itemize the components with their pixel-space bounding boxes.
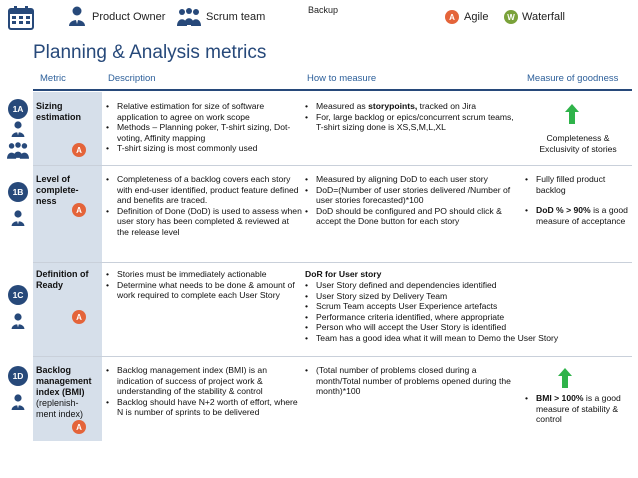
list-item: • Backlog should have N+2 worth of effort, where N is number of sprints to be delivered: [106, 397, 302, 418]
legend-scrum-team: Scrum team: [206, 11, 266, 23]
how-emphasis: storypoints,: [368, 101, 418, 111]
header-metric: Metric: [40, 73, 66, 84]
goodness-rest: is a good measure of stability & control: [536, 393, 621, 425]
list-item: • Methods – Planning poker, T-shirt sizing, Dot-voting, Affinity mapping: [106, 122, 302, 143]
legend-product-owner: Product Owner: [92, 11, 166, 23]
list-item: • Fully filled product backlog: [525, 174, 633, 195]
list-item: • Measured by aligning DoD to each user story: [305, 174, 523, 185]
row-divider: [33, 356, 632, 357]
metric-name: Backlog management index (BMI): [36, 365, 92, 397]
list-item: • For, large backlog or epics/concurrent scrum teams, T-shirt sizing done is XS,S,M,L,XL: [305, 112, 523, 133]
how-prefix: Measured as: [316, 101, 369, 111]
metric-name: Definition of Ready: [36, 269, 89, 290]
description-list: [106, 269, 302, 301]
list-item: • DoD should be configured and PO should click & accept the Done button for each story: [305, 206, 523, 227]
product-owner-icon: [10, 313, 26, 329]
legend-agile: Agile: [464, 11, 489, 23]
list-item: • User Story sized by Delivery Team: [305, 291, 630, 302]
calendar-icon: [8, 6, 34, 30]
header-description: Description: [108, 73, 156, 84]
waterfall-badge: W: [504, 10, 518, 24]
header-divider: [33, 89, 632, 91]
agile-badge: A: [72, 420, 86, 434]
metric-subtitle: (replenish-ment index): [36, 398, 84, 419]
product-owner-icon: [68, 6, 86, 26]
agile-badge: A: [72, 143, 86, 157]
goodness-emphasis: BMI > 100%: [536, 393, 584, 403]
list-item: • Person who will accept the User Story is identified: [305, 322, 630, 333]
scrum-team-icon: [7, 142, 29, 159]
how-to-measure-list: [305, 365, 515, 397]
description-list: [106, 101, 302, 154]
list-item: • Determine what needs to be done & amount of work required to complete each User Story: [106, 280, 302, 301]
header-how-to-measure: How to measure: [307, 73, 377, 84]
agile-badge: A: [72, 203, 86, 217]
description-list: [106, 365, 302, 418]
goodness-text: Completeness & Exclusivity of stories: [539, 133, 617, 154]
list-item: • Stories must be immediately actionable: [106, 269, 302, 280]
list-item: • Relative estimation for size of software application to agree on work scope: [106, 101, 302, 122]
list-item: • T-shirt sizing is most commonly used: [106, 143, 302, 154]
goodness-list: [525, 393, 633, 425]
list-item: [305, 101, 523, 112]
goodness-rest: is a good measure of acceptance: [536, 205, 628, 226]
how-to-measure-title: DoR for User story: [305, 269, 382, 279]
product-owner-icon: [10, 210, 26, 226]
how-suffix: tracked on Jira: [417, 101, 477, 111]
list-item: • Definition of Done (DoD) is used to assess when user story has been completed & reviewed at the release level: [106, 206, 302, 238]
page-title: Planning & Analysis metrics: [33, 42, 267, 63]
row-divider: [33, 262, 632, 263]
list-item: • (Total number of problems closed during a month/Total number of problems opened during the month)*100: [305, 365, 515, 397]
goodness-list: [525, 174, 633, 226]
list-item: • User Story defined and dependencies identified: [305, 280, 630, 291]
list-item: • Scrum Team accepts User Experience artefacts: [305, 301, 630, 312]
agile-badge: A: [445, 10, 459, 24]
row-number-badge: 1B: [8, 182, 28, 202]
product-owner-icon: [10, 394, 26, 410]
scrum-team-icon: [177, 8, 201, 26]
up-arrow-icon: [565, 104, 579, 129]
up-arrow-icon: [558, 368, 572, 393]
how-to-measure-list: [305, 280, 630, 344]
goodness-emphasis: DoD % > 90%: [536, 205, 591, 216]
row-divider: [33, 165, 632, 166]
how-to-measure-list: [305, 101, 523, 133]
list-item: • DoD=(Number of user stories delivered /Number of user stories forecasted)*100: [305, 185, 523, 206]
description-list: [106, 174, 302, 238]
list-item: • Completeness of a backlog covers each story with end-user identified, product feature defined and benefits are traced.: [106, 174, 302, 206]
how-to-measure-list: [305, 174, 523, 227]
agile-badge: A: [72, 310, 86, 324]
row-number-badge: 1D: [8, 366, 28, 386]
metric-name: Sizing estimation: [36, 101, 82, 122]
list-item: [525, 205, 633, 226]
row-number-badge: 1C: [8, 285, 28, 305]
legend-waterfall: Waterfall: [522, 11, 565, 23]
product-owner-icon: [10, 121, 26, 137]
metric-name: Level of complete-ness: [36, 174, 79, 206]
list-item: • Performance criteria identified, where appropriate: [305, 312, 630, 323]
list-item: • Backlog management index (BMI) is an indication of success of project work & understanding of the stability & control: [106, 365, 302, 397]
list-item: [525, 393, 633, 425]
legend-backup: Backup: [308, 5, 339, 15]
header-measure-of-goodness: Measure of goodness: [527, 73, 619, 84]
list-item: • Team has a good idea what it will mean to Demo the User Story: [305, 333, 630, 344]
row-number-badge: 1A: [8, 99, 28, 119]
